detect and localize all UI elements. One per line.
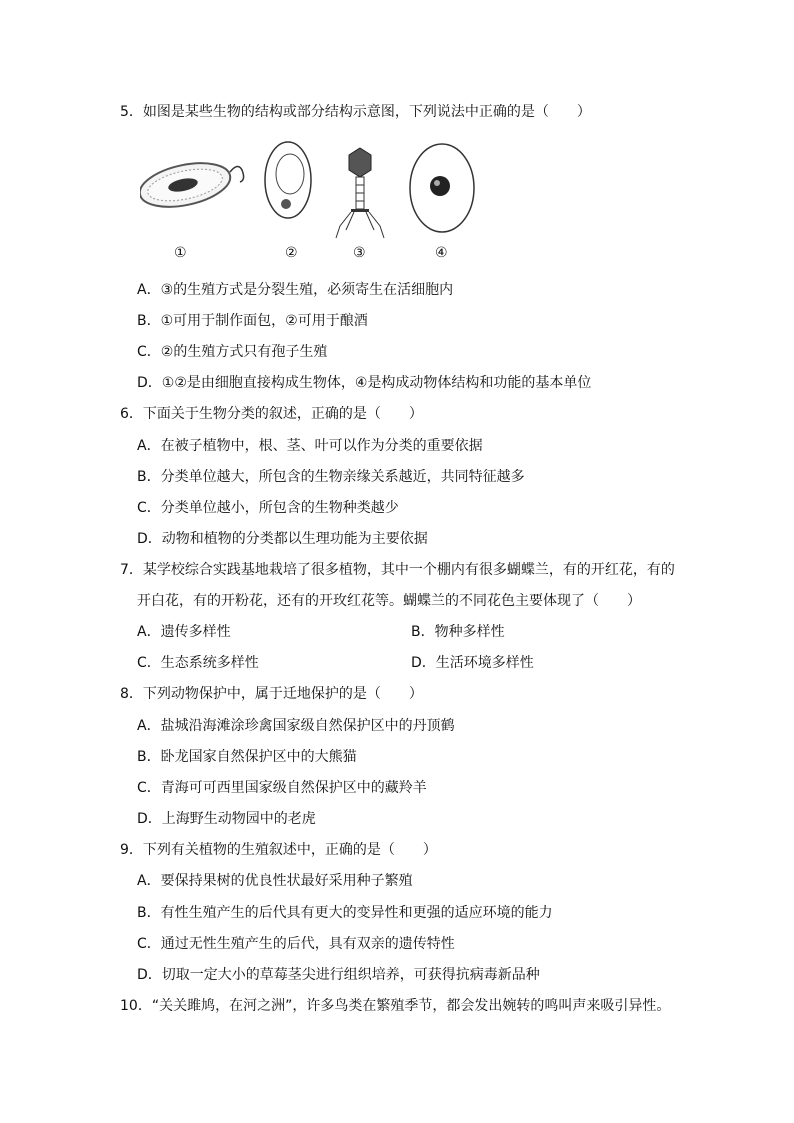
animal-cell-diagram — [410, 144, 474, 232]
question-6-option-a: A．在被子植物中，根、茎、叶可以作为分类的重要依据 — [137, 438, 483, 454]
question-5-stem: 5．如图是某些生物的结构或部分结构示意图，下列说法中正确的是（ ） — [120, 104, 591, 120]
question-5-option-d: D．①②是由细胞直接构成生物体，④是构成动物体结构和功能的基本单位 — [137, 375, 592, 391]
question-8-option-c: C．青海可可西里国家级自然保护区中的藏羚羊 — [137, 780, 427, 796]
question-9-option-d: D．切取一定大小的草莓茎尖进行组织培养，可获得抗病毒新品种 — [137, 967, 540, 983]
question-5-option-b: B．①可用于制作面包，②可用于酿酒 — [137, 313, 368, 329]
bacterium-diagram — [140, 156, 244, 214]
figure-label-3: ③ — [353, 245, 366, 261]
virus-diagram — [336, 148, 384, 238]
yeast-diagram — [265, 142, 311, 218]
question-6-option-b: B．分类单位越大，所包含的生物亲缘关系越近，共同特征越多 — [137, 469, 525, 485]
question-8-option-d: D．上海野生动物园中的老虎 — [137, 811, 316, 827]
figure-label-2: ② — [285, 245, 298, 261]
question-6-stem: 6．下面关于生物分类的叙述，正确的是（ ） — [120, 406, 423, 422]
question-7-option-d: D．生活环境多样性 — [411, 655, 534, 671]
question-8-option-a: A．盐城沿海滩涂珍禽国家级自然保护区中的丹顶鹤 — [137, 718, 455, 734]
question-10-stem: 10．“关关雎鸠，在河之洲”，许多鸟类在繁殖季节，都会发出婉转的鸣叫声来吸引异性。 — [120, 998, 671, 1014]
question-8-stem: 8．下列动物保护中，属于迁地保护的是（ ） — [120, 686, 423, 702]
question-6-option-d: D．动物和植物的分类都以生理功能为主要依据 — [137, 531, 428, 547]
question-8-option-b: B．卧龙国家自然保护区中的大熊猫 — [137, 749, 357, 765]
question-9-option-b: B．有性生殖产生的后代具有更大的变异性和更强的适应环境的能力 — [137, 905, 553, 921]
figure-label-1: ① — [174, 245, 187, 261]
organism-diagrams — [140, 140, 490, 250]
question-9-option-a: A．要保持果树的优良性状最好采用种子繁殖 — [137, 873, 413, 889]
question-9-option-c: C．通过无性生殖产生的后代，具有双亲的遗传特性 — [137, 936, 455, 952]
question-5-option-a: A．③的生殖方式是分裂生殖，必须寄生在活细胞内 — [137, 282, 454, 298]
question-7-option-a: A．遗传多样性 — [137, 624, 231, 640]
question-7-option-b: B．物种多样性 — [411, 624, 505, 640]
question-5-option-c: C．②的生殖方式只有孢子生殖 — [137, 344, 328, 360]
question-6-option-c: C．分类单位越小，所包含的生物种类越少 — [137, 500, 399, 516]
question-7-stem-line1: 7．某学校综合实践基地栽培了很多植物，其中一个棚内有很多蝴蝶兰，有的开红花，有的 — [120, 562, 675, 578]
figure-label-4: ④ — [435, 245, 448, 261]
question-9-stem: 9．下列有关植物的生殖叙述中，正确的是（ ） — [120, 842, 437, 858]
question-7-stem-line2: 开白花，有的开粉花，还有的开玫红花等。蝴蝶兰的不同花色主要体现了（ ） — [137, 593, 641, 609]
question-7-option-c: C．生态系统多样性 — [137, 655, 259, 671]
